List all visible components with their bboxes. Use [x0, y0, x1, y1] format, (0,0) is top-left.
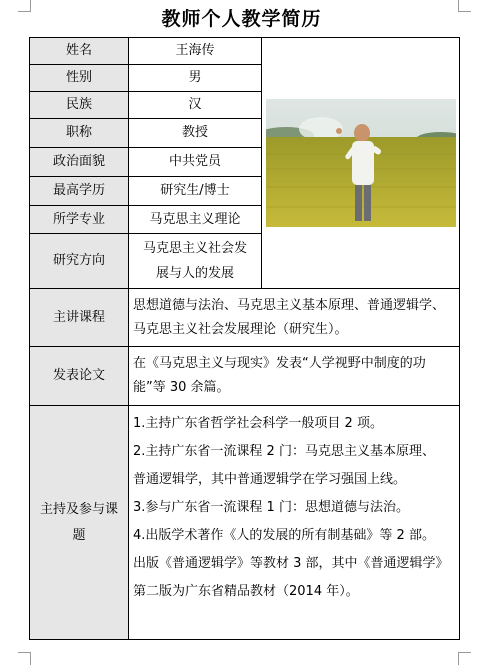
projects-line-2: 2.主持广东省一流课程 2 门：马克思主义基本原理、: [133, 444, 435, 459]
label-major: 所学专业: [30, 206, 129, 234]
value-major: 马克思主义理论: [129, 206, 262, 234]
value-political: 中共党员: [129, 148, 262, 177]
crop-mark: [458, 652, 459, 665]
value-papers: [129, 347, 460, 406]
research-line-2: 展与人的发展: [155, 266, 234, 281]
label-papers: 发表论文: [30, 347, 129, 406]
projects-line-5: 4.出版学术著作《人的发展的所有制基础》等 2 部。: [133, 528, 435, 543]
research-line-1: 马克思主义社会发: [142, 241, 247, 256]
value-name: 王海传: [129, 38, 262, 65]
resume-table: [29, 37, 460, 640]
label-gender: 性别: [30, 65, 129, 92]
courses-line-1: 思想道德与法治、马克思主义基本原理、普通逻辑学、: [133, 297, 446, 313]
value-education: 研究生/博士: [129, 177, 262, 206]
label-education: 最高学历: [30, 177, 129, 206]
label-political: 政治面貌: [30, 148, 129, 177]
value-title: 教授: [129, 119, 262, 148]
label-title: 职称: [30, 119, 129, 148]
label-name: 姓名: [30, 38, 129, 65]
papers-line-1: 在《马克思主义与现实》发表“人学视野中制度的功: [133, 356, 426, 371]
value-research: [129, 234, 262, 289]
portrait-image: [266, 99, 456, 227]
projects-label-line-2: 题: [72, 527, 86, 543]
label-ethnicity: 民族: [30, 92, 129, 119]
value-ethnicity: 汉: [129, 92, 262, 119]
crop-mark: [30, 652, 31, 665]
projects-line-7: 第二版为广东省精品教材（2014 年）。: [133, 584, 359, 599]
value-projects: [129, 406, 460, 640]
value-gender: 男: [129, 65, 262, 92]
projects-line-4: 3.参与广东省一流课程 1 门：思想道德与法治。: [133, 500, 409, 515]
projects-label-line-1: 主持及参与课: [39, 501, 118, 517]
page-title: 教师个人教学简历: [161, 8, 322, 30]
crop-mark: [459, 652, 471, 653]
projects-line-1: 1.主持广东省哲学社会科学一般项目 2 项。: [133, 416, 383, 431]
courses-line-2: 马克思主义社会发展理论（研究生）。: [133, 321, 348, 337]
crop-mark: [18, 652, 30, 653]
projects-line-6: 出版《普通逻辑学》等教材 3 部，其中《普通逻辑学》: [133, 556, 449, 571]
label-projects: [30, 406, 129, 640]
label-courses: 主讲课程: [30, 289, 129, 347]
value-courses: [129, 289, 460, 347]
papers-line-2: 能”等 30 余篇。: [133, 380, 230, 395]
portrait-photo: [262, 38, 460, 289]
label-research: 研究方向: [30, 234, 129, 289]
projects-line-3: 普通逻辑学，其中普通逻辑学在学习强国上线。: [133, 472, 407, 487]
